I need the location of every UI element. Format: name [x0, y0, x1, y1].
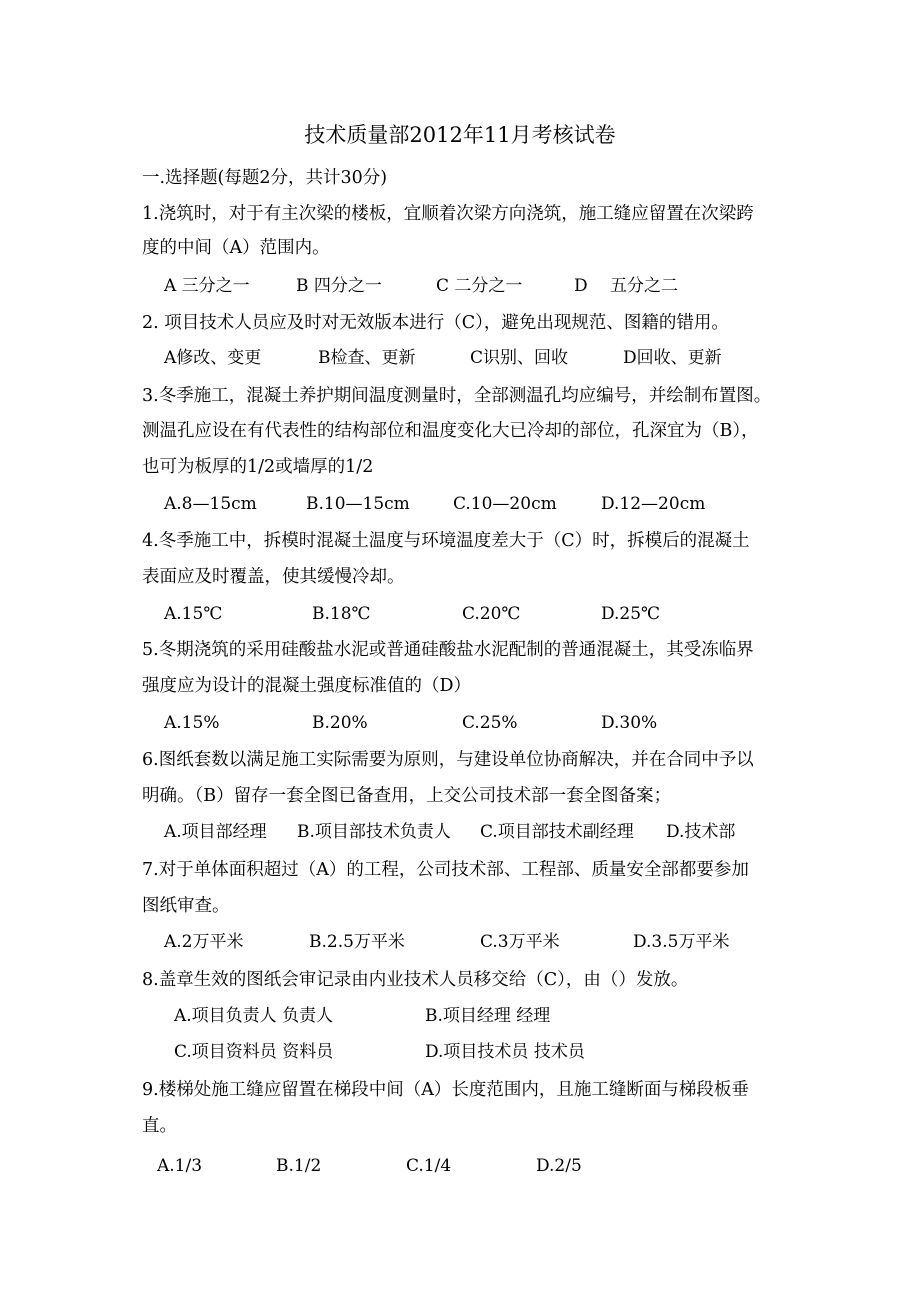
question-7-option-a: A.2万平米 — [164, 932, 244, 952]
question-4-option-a: A.15℃ — [164, 604, 223, 624]
question-4-option-b: B.18℃ — [312, 604, 371, 624]
question-3-text-line-3: 也可为板厚的1/2或墙厚的1/2 — [142, 457, 374, 477]
question-8-text-line-1: 8.盖章生效的图纸会审记录由内业技术人员移交给（C），由（）发放。 — [142, 970, 689, 990]
question-1-text-line-2: 度的中间（A）范围内。 — [142, 238, 330, 258]
question-3-option-d: D.12—20cm — [601, 494, 706, 514]
question-8-option-a: A.项目负责人 负责人 — [174, 1006, 334, 1026]
question-3-option-c: C.10—20cm — [453, 494, 557, 514]
question-5-option-a: A.15% — [164, 713, 220, 733]
question-2-option-b: B检查、更新 — [318, 348, 416, 368]
question-6-text-line-1: 6.图纸套数以满足施工实际需要为原则，与建设单位协商解决，并在合同中予以 — [142, 750, 754, 770]
question-3-text-line-2: 测温孔应设在有代表性的结构部位和温度变化大已冷却的部位，孔深宜为（B）， — [142, 421, 759, 441]
question-5-text-line-2: 强度应为设计的混凝土强度标准值的（D） — [142, 676, 472, 696]
question-7-option-c: C.3万平米 — [480, 932, 560, 952]
question-7-option-d: D.3.5万平米 — [633, 932, 730, 952]
question-9-option-a: A.1/3 — [157, 1156, 203, 1176]
question-3-option-a: A.8—15cm — [164, 494, 257, 514]
question-9-text-line-2: 直。 — [142, 1116, 177, 1136]
question-3-option-b: B.10—15cm — [306, 494, 410, 514]
question-2-text-line-1: 2. 项目技术人员应及时对无效版本进行（C），避免出现规范、图籍的错用。 — [142, 313, 729, 333]
question-2-option-c: C识别、回收 — [470, 348, 569, 368]
question-3-text-line-1: 3.冬季施工，混凝土养护期间温度测量时，全部测温孔均应编号，并绘制布置图。 — [142, 386, 772, 406]
question-4-option-c: C.20℃ — [462, 604, 521, 624]
question-1-option-c: C 二分之一 — [436, 276, 523, 296]
question-1-text-line-1: 1.浇筑时，对于有主次梁的楼板，宜顺着次梁方向浇筑，施工缝应留置在次梁跨 — [142, 204, 754, 224]
question-1-option-d: D 五分之二 — [574, 276, 679, 296]
question-6-option-d: D.技术部 — [666, 822, 736, 842]
question-6-text-line-2: 明确。（B）留存一套全图已备查用，上交公司技术部一套全图备案； — [142, 786, 672, 806]
question-1-option-a: A 三分之一 — [164, 276, 250, 296]
question-6-option-b: B.项目部技术负责人 — [297, 822, 451, 842]
question-7-text-line-1: 7.对于单体面积超过（A）的工程，公司技术部、工程部、质量安全部都要参加 — [142, 860, 749, 880]
question-4-text-line-1: 4.冬季施工中，拆模时混凝土温度与环境温度差大于（C）时，拆模后的混凝土 — [142, 531, 750, 551]
question-7-text-line-2: 图纸审查。 — [142, 896, 230, 916]
question-4-option-d: D.25℃ — [601, 604, 661, 624]
question-2-option-a: A修改、变更 — [164, 348, 262, 368]
question-5-option-c: C.25% — [462, 713, 518, 733]
question-1-option-b: B 四分之一 — [296, 276, 382, 296]
question-9-option-d: D.2/5 — [536, 1156, 582, 1176]
question-8-option-b: B.项目经理 经理 — [425, 1006, 551, 1026]
question-9-option-c: C.1/4 — [406, 1156, 452, 1176]
question-8-option-c: C.项目资料员 资料员 — [174, 1042, 334, 1062]
question-6-option-c: C.项目部技术副经理 — [480, 822, 634, 842]
question-2-option-d: D回收、更新 — [623, 348, 722, 368]
page-title: 技术质量部2012年11月考核试卷 — [304, 123, 616, 147]
question-5-option-d: D.30% — [601, 713, 658, 733]
question-7-option-b: B.2.5万平米 — [309, 932, 405, 952]
question-4-text-line-2: 表面应及时覆盖，使其缓慢冷却。 — [142, 567, 405, 587]
section-heading: 一.选择题(每题2分，共计30分) — [142, 168, 388, 188]
question-5-text-line-1: 5.冬期浇筑的采用硅酸盐水泥或普通硅酸盐水泥配制的普通混凝土，其受冻临界 — [142, 640, 754, 660]
question-5-option-b: B.20% — [312, 713, 368, 733]
question-9-option-b: B.1/2 — [276, 1156, 322, 1176]
question-8-option-d: D.项目技术员 技术员 — [425, 1042, 585, 1062]
question-6-option-a: A.项目部经理 — [164, 822, 267, 842]
question-9-text-line-1: 9.楼梯处施工缝应留置在梯段中间（A）长度范围内，且施工缝断面与梯段板垂 — [142, 1080, 749, 1100]
